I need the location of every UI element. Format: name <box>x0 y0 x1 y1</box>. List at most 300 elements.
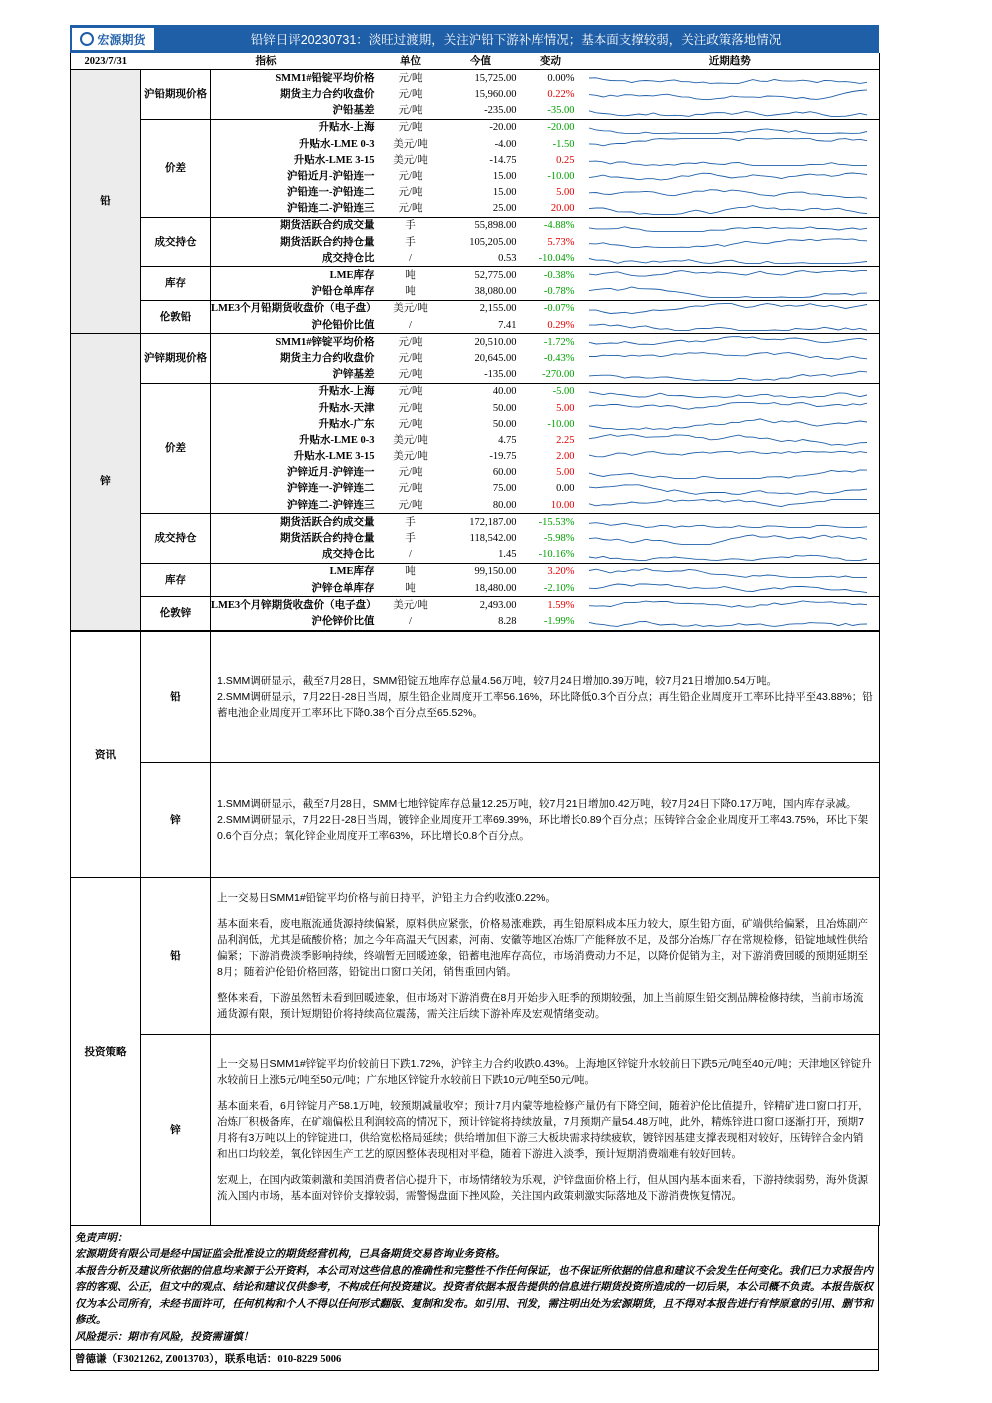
change-cell: -0.38% <box>543 270 575 282</box>
trend-sparkline <box>581 235 871 249</box>
change-cell: -5.00 <box>552 386 575 398</box>
indicator-name: 升贴水-广东 <box>318 418 375 430</box>
indicator-name: 期货主力合约收盘价 <box>280 352 375 364</box>
value-cell: 75.00 <box>492 483 517 495</box>
trend-sparkline <box>581 169 871 183</box>
trend-cell <box>581 234 880 250</box>
unit-cell: 吨 <box>405 566 416 578</box>
indicator-name: LME库存 <box>329 566 375 578</box>
news-zinc-text <box>211 762 880 877</box>
indicator-name: 成交持仓比 <box>211 250 381 267</box>
header-trend: 近期趋势 <box>581 53 880 70</box>
unit-cell: 吨 <box>381 580 441 597</box>
table-row <box>71 514 880 531</box>
change-cell: -10.00 <box>547 170 575 182</box>
trend-cell <box>581 201 880 218</box>
trend-sparkline <box>581 104 871 118</box>
trend-cell <box>581 497 880 514</box>
table-row <box>71 300 880 317</box>
trend-line <box>589 451 867 456</box>
trend-sparkline <box>581 186 871 200</box>
value-cell: 20,645.00 <box>474 352 517 364</box>
trend-line <box>589 161 867 165</box>
trend-line <box>589 324 867 330</box>
value-cell: 40.00 <box>492 386 517 398</box>
value-cell: -135.00 <box>441 367 521 384</box>
group-label: 价差 <box>141 383 211 514</box>
trend-line <box>589 353 867 360</box>
indicator-name: 沪伦铅价比值 <box>211 317 381 334</box>
trend-cell <box>581 334 880 351</box>
news-table <box>70 631 880 878</box>
table-row <box>71 70 880 87</box>
unit-cell: 元/吨 <box>398 187 423 199</box>
trend-cell <box>581 136 880 152</box>
strategy-table <box>70 878 880 1226</box>
trend-cell <box>581 383 880 400</box>
news-lead-label: 铅 <box>141 631 211 762</box>
indicator-name: 升贴水-LME 3-15 <box>293 154 375 166</box>
trend-sparkline <box>581 202 871 216</box>
news-zinc-row <box>71 762 880 877</box>
change-cell: -0.78% <box>521 284 581 301</box>
trend-sparkline <box>581 598 871 612</box>
indicator-name: LME库存 <box>329 270 375 282</box>
value-cell: 2,493.00 <box>479 599 517 611</box>
strategy-lead-text <box>211 878 880 1035</box>
unit-cell: 元/吨 <box>398 170 423 182</box>
indicator-name: LME3个月锌期货收盘价（电子盘） <box>211 599 377 611</box>
value-cell: 15.00 <box>492 170 517 182</box>
change-cell: -1.50 <box>552 138 575 150</box>
news-label: 资讯 <box>71 631 141 877</box>
trend-line <box>589 337 867 345</box>
table-row <box>71 597 880 614</box>
strategy-label: 投资策略 <box>71 878 141 1226</box>
unit-cell: 美元/吨 <box>393 451 428 463</box>
strategy-zinc-text <box>211 1034 880 1225</box>
change-cell: 0.00 <box>556 483 575 495</box>
news-lead-text <box>211 631 880 762</box>
unit-cell: 美元/吨 <box>393 599 428 611</box>
trend-cell <box>581 563 880 580</box>
indicator-name: SMM1#铅锭平均价格 <box>275 72 375 84</box>
change-cell: -10.00 <box>547 418 575 430</box>
change-cell: 2.25 <box>556 434 575 446</box>
strategy-lead-label: 铅 <box>141 878 211 1035</box>
change-cell: -4.88% <box>543 220 575 232</box>
trend-line <box>589 227 867 232</box>
value-cell: 105,205.00 <box>469 236 517 248</box>
trend-sparkline <box>581 71 871 85</box>
value-cell: 20,510.00 <box>474 336 517 348</box>
unit-cell: / <box>381 250 441 267</box>
report-page <box>70 25 879 1371</box>
value-cell: 118,542.00 <box>469 533 517 545</box>
unit-cell: 手 <box>405 516 416 528</box>
trend-cell <box>581 432 880 448</box>
change-cell: 5.00 <box>556 467 575 479</box>
value-cell: 4.75 <box>498 434 517 446</box>
strategy-lead-row <box>71 878 880 1035</box>
company-logo <box>72 28 154 50</box>
trend-line <box>589 622 867 627</box>
value-cell: 50.00 <box>492 418 517 430</box>
trend-sparkline <box>581 87 871 101</box>
value-cell: -19.75 <box>489 451 517 463</box>
unit-cell: 元/吨 <box>398 336 423 348</box>
group-label: 成交持仓 <box>141 514 211 564</box>
trend-line <box>589 568 867 577</box>
value-cell: -4.00 <box>494 138 517 150</box>
unit-cell: 手 <box>405 236 416 248</box>
strategy-lead-para-3: 整体来看，下游虽然暂未看到回暖迹象，但市场对下游消费在8月开始步入旺季的预期较强，加上当前原生铅交割品牌检修持续，当前市场流通货源有限，预计短期铅价将持续高位震荡，需关注后续下游补库及宏观情绪变动。 <box>217 991 864 1020</box>
trend-sparkline <box>581 318 871 332</box>
unit-cell: / <box>381 613 441 630</box>
metal-label: 铅 <box>71 70 141 334</box>
value-cell: 15,960.00 <box>474 88 517 100</box>
value-cell: 1.45 <box>441 547 521 564</box>
unit-cell: 元/吨 <box>381 367 441 384</box>
unit-cell: 元/吨 <box>398 122 423 134</box>
group-label: 成交持仓 <box>141 217 211 267</box>
header-unit: 单位 <box>381 53 441 70</box>
trend-cell <box>581 597 880 614</box>
trend-sparkline <box>581 368 871 382</box>
trend-line <box>589 139 867 146</box>
trend-cell <box>581 185 880 201</box>
value-cell: 8.28 <box>441 613 521 630</box>
trend-line <box>589 555 867 560</box>
logo-text: 宏源期货 <box>97 32 146 47</box>
trend-sparkline <box>581 219 871 233</box>
indicator-name: 升贴水-上海 <box>318 122 375 134</box>
metal-label: 锌 <box>71 334 141 630</box>
market-data-table <box>70 53 880 631</box>
trend-line <box>589 535 867 544</box>
trend-sparkline <box>581 498 871 512</box>
trend-cell <box>581 580 880 597</box>
trend-cell <box>581 416 880 432</box>
strategy-zinc-row <box>71 1034 880 1225</box>
trend-cell <box>581 613 880 630</box>
change-cell: -10.04% <box>521 250 581 267</box>
trend-line <box>589 470 867 478</box>
trend-cell <box>581 350 880 366</box>
change-cell: 5.73% <box>547 236 575 248</box>
indicator-name: 期货主力合约收盘价 <box>280 88 375 100</box>
value-cell: 172,187.00 <box>469 516 517 528</box>
value-cell: 25.00 <box>441 201 521 218</box>
unit-cell: 美元/吨 <box>393 138 428 150</box>
market-data-body <box>71 70 880 630</box>
value-cell: -235.00 <box>441 103 521 120</box>
trend-line <box>589 403 867 410</box>
trend-cell <box>581 119 880 136</box>
group-label: 价差 <box>141 119 211 217</box>
header-date: 2023/7/31 <box>71 53 141 70</box>
trend-line <box>589 371 867 380</box>
change-cell: -270.00 <box>521 367 581 384</box>
value-cell: 50.00 <box>492 402 517 414</box>
strategy-lead-para-1: 上一交易日SMM1#铅锭平均价格与前日持平，沪铅主力合约收涨0.22%。 <box>217 891 556 904</box>
value-cell: 99,150.00 <box>474 566 517 578</box>
trend-line <box>589 189 867 198</box>
table-row <box>71 383 880 400</box>
trend-sparkline <box>581 433 871 447</box>
unit-cell: 美元/吨 <box>393 303 428 315</box>
value-cell: 15.00 <box>492 187 517 199</box>
change-cell: 5.00 <box>556 187 575 199</box>
trend-line <box>589 584 867 593</box>
indicator-name: 沪铅基差 <box>211 103 381 120</box>
trend-cell <box>581 300 880 317</box>
unit-cell: 吨 <box>405 270 416 282</box>
trend-sparkline <box>581 335 871 349</box>
indicator-name: 期货活跃合约持仓量 <box>280 236 375 248</box>
logo-icon <box>80 32 94 46</box>
indicator-name: 沪铅连一-沪铅连二 <box>287 187 375 199</box>
change-cell: 1.59% <box>547 599 575 611</box>
trend-sparkline <box>581 532 871 546</box>
strategy-lead-para-2: 基本面来看，废电瓶流通货源持续偏紧，原料供应紧张，价格易涨难跌，再生铅原料成本压力较大，原生铅方面，矿端供给偏紧，且冶炼副产品利润低，尤其是硫酸价格；加之今年高温天气因素，河南、安徽等地区冶炼厂产能释放不足，及部分冶炼厂存在常规检修，铅锭地域性供给偏紧；下游消费淡季影响持续，终端暂无回暖迹象，铅蓄电池库存高位，市场消费动力不足，以降价促销为主，对下游消费回暖的预期延期至8月；随着沪伦铅价格回落，铅锭出口窗口关闭，销售重回内销。 <box>217 917 868 978</box>
unit-cell: 元/吨 <box>398 72 423 84</box>
value-cell: 18,480.00 <box>441 580 521 597</box>
indicator-name: 升贴水-LME 0-3 <box>298 434 375 446</box>
change-cell: 3.20% <box>547 566 575 578</box>
unit-cell: 元/吨 <box>398 352 423 364</box>
trend-sparkline <box>581 515 871 529</box>
report-header <box>70 25 879 53</box>
group-label: 伦敦锌 <box>141 597 211 630</box>
unit-cell: 元/吨 <box>398 88 423 100</box>
trend-sparkline <box>581 302 871 316</box>
indicator-name: 沪伦锌价比值 <box>211 613 381 630</box>
unit-cell: 元/吨 <box>398 402 423 414</box>
indicator-name: 沪锌仓单库存 <box>211 580 381 597</box>
indicator-name: 期货活跃合约成交量 <box>280 516 375 528</box>
change-cell: -0.43% <box>543 352 575 364</box>
table-row <box>71 119 880 136</box>
trend-line <box>589 601 867 607</box>
indicator-name: 升贴水-LME 3-15 <box>293 451 375 463</box>
value-cell: -14.75 <box>489 154 517 166</box>
unit-cell: 美元/吨 <box>393 154 428 166</box>
trend-cell <box>581 367 880 384</box>
change-cell: -1.72% <box>543 336 575 348</box>
value-cell: 52,775.00 <box>474 270 517 282</box>
unit-cell: 吨 <box>381 284 441 301</box>
trend-line <box>589 78 867 84</box>
disclaimer-line-2: 本报告分析及建议所依据的信息均来源于公开资料，本公司对这些信息的准确性和完整性不作任何保证，也不保证所依据的信息和建议不会发生任何变化。我们已力求报告内容的客观、公正，但文中的观点、结论和建议仅供参考，不构成任何投资建议。投资者依据本报告提供的信息进行期货投资所造成的一切后果，本公司概不负责。本报告版权仅为本公司所有，未经书面许可，任何机构和个人不得以任何形式翻版、复制和发布。如引用、刊发，需注明出处为宏源期货，且不得对本报告进行有悖原意的引用、删节和修改。 <box>75 1264 873 1327</box>
indicator-name: 沪锌近月-沪锌连一 <box>287 467 375 479</box>
trend-line <box>589 287 867 297</box>
header-value: 今值 <box>441 53 521 70</box>
unit-cell: 元/吨 <box>381 201 441 218</box>
group-label: 库存 <box>141 563 211 596</box>
value-cell: 55,898.00 <box>474 220 517 232</box>
table-row <box>71 563 880 580</box>
unit-cell: 元/吨 <box>398 386 423 398</box>
news-zinc-para: 1.SMM调研显示，截至7月28日，SMM七地锌锭库存总量12.25万吨，较7月21日增加0.42万吨，较7月24日下降0.17万吨，国内库存录减。 2.SMM调研显示，7月22日-28日当周，镀锌企业周度开工率69.39%，环比增长0.89个百分点；压铸锌合金企业周度开工率43.75%，环比下架0.6个百分点；氧化锌企业周度开工率63%，环比增长0.8个百分点。 <box>217 797 869 842</box>
unit-cell: 元/吨 <box>398 467 423 479</box>
trend-cell <box>581 465 880 481</box>
trend-sparkline <box>581 385 871 399</box>
change-cell: 0.25 <box>556 154 575 166</box>
trend-cell <box>581 400 880 416</box>
indicator-name: 沪锌基差 <box>211 367 381 384</box>
trend-cell <box>581 168 880 184</box>
group-label: 库存 <box>141 267 211 300</box>
strategy-zinc-label: 锌 <box>141 1034 211 1225</box>
indicator-name: 沪铅连二-沪铅连三 <box>211 201 381 218</box>
report-title: 铅锌日评20230731：淡旺过渡期，关注沪铅下游补库情况；基本面支撑较弱，关注政策落地情况 <box>250 33 782 47</box>
change-cell: -10.16% <box>521 547 581 564</box>
trend-line <box>589 173 867 180</box>
news-lead-row <box>71 631 880 762</box>
trend-line <box>589 500 867 507</box>
trend-line <box>589 435 867 446</box>
analyst-contact: 曾德谦（F3021262, Z0013703），联系电话：010-8229 5006 <box>70 1350 879 1371</box>
indicator-name: 沪锌连二-沪锌连三 <box>211 497 381 514</box>
value-cell: 0.53 <box>441 250 521 267</box>
trend-sparkline <box>581 417 871 431</box>
change-cell: -2.10% <box>521 580 581 597</box>
unit-cell: 美元/吨 <box>393 434 428 446</box>
trend-sparkline <box>581 251 871 265</box>
value-cell: 15,725.00 <box>474 72 517 84</box>
change-cell: -15.53% <box>538 516 575 528</box>
trend-sparkline <box>581 285 871 299</box>
disclaimer-title: 免责声明： <box>75 1231 128 1244</box>
trend-cell <box>581 514 880 531</box>
disclaimer-line-1: 宏源期货有限公司是经中国证监会批准设立的期货经营机构，已具备期货交易咨询业务资格。 <box>75 1248 506 1261</box>
group-label: 伦敦铅 <box>141 300 211 333</box>
trend-sparkline <box>581 137 871 151</box>
change-cell: 0.00% <box>547 72 575 84</box>
indicator-name: 沪铅近月-沪铅连一 <box>287 170 375 182</box>
change-cell: 5.00 <box>556 402 575 414</box>
indicator-name: SMM1#锌锭平均价格 <box>275 336 375 348</box>
value-cell: 60.00 <box>492 467 517 479</box>
trend-sparkline <box>581 450 871 464</box>
strategy-zinc-para-3: 宏观上，在国内政策刺激和美国消费者信心提升下，市场情绪较为乐观，沪锌盘面价格上行，但从国内基本面来看，下游持续弱势，海外货源流入国内市场，基本面对锌价支撑较弱，需警惕盘面下挫风险，关注国内政策刺激实际落地及下游消费恢复情况。 <box>217 1173 868 1202</box>
table-row <box>71 267 880 284</box>
news-zinc-label: 锌 <box>141 762 211 877</box>
trend-cell <box>581 250 880 267</box>
header-change: 变动 <box>521 53 581 70</box>
trend-cell <box>581 152 880 168</box>
value-cell: 7.41 <box>441 317 521 334</box>
news-lead-para: 1.SMM调研显示，截至7月28日，SMM铅锭五地库存总量4.56万吨，较7月24日增加0.39万吨，较7月21日增加0.54万吨。 2.SMM调研显示，7月22日-28日当周，原生铅企业周度开工率56.16%，环比降低0.3个百分点；再生铅企业周度开工率环比持平至43.88%；铅蓄电池企业周度开工率环比下降0.38个百分点至65.52%。 <box>217 674 873 719</box>
change-cell: 0.29% <box>521 317 581 334</box>
unit-cell: 手 <box>405 533 416 545</box>
trend-sparkline <box>581 565 871 579</box>
value-cell: 80.00 <box>441 497 521 514</box>
unit-cell: 元/吨 <box>398 483 423 495</box>
unit-cell: / <box>381 547 441 564</box>
disclaimer <box>70 1226 879 1351</box>
trend-cell <box>581 530 880 546</box>
indicator-name: 期货活跃合约成交量 <box>280 220 375 232</box>
indicator-name: 沪铅仓单库存 <box>211 284 381 301</box>
trend-line <box>589 485 867 495</box>
unit-cell: 元/吨 <box>381 103 441 120</box>
value-cell: 2,155.00 <box>479 303 517 315</box>
trend-cell <box>581 547 880 564</box>
trend-cell <box>581 481 880 497</box>
trend-line <box>589 419 867 430</box>
change-cell: -1.99% <box>521 613 581 630</box>
table-row <box>71 217 880 234</box>
change-cell: 0.22% <box>547 88 575 100</box>
change-cell: -35.00 <box>521 103 581 120</box>
change-cell: 20.00 <box>521 201 581 218</box>
trend-sparkline <box>581 121 871 135</box>
trend-line <box>589 110 867 116</box>
indicator-name: 升贴水-LME 0-3 <box>298 138 375 150</box>
trend-sparkline <box>581 581 871 595</box>
trend-line <box>589 270 867 276</box>
change-cell: -20.00 <box>547 122 575 134</box>
change-cell: 10.00 <box>521 497 581 514</box>
trend-cell <box>581 317 880 334</box>
trend-cell <box>581 284 880 301</box>
indicator-name: 成交持仓比 <box>211 547 381 564</box>
indicator-name: 沪锌连一-沪锌连二 <box>287 483 375 495</box>
trend-sparkline <box>581 482 871 496</box>
trend-line <box>589 259 867 264</box>
trend-sparkline <box>581 466 871 480</box>
strategy-zinc-para-1: 上一交易日SMM1#锌锭平均价较前日下跌1.72%，沪锌主力合约收跌0.43%。上海地区锌锭升水较前日下跌5元/吨至40元/吨；天津地区锌锭升水较前日上涨5元/吨至50元/吨；广东地区锌锭升水较前日下跌10元/吨至50元/吨。 <box>217 1057 872 1086</box>
indicator-name: 期货活跃合约持仓量 <box>280 533 375 545</box>
trend-sparkline <box>581 153 871 167</box>
trend-sparkline <box>581 401 871 415</box>
trend-line <box>589 392 867 398</box>
unit-cell: 手 <box>405 220 416 232</box>
unit-cell: 元/吨 <box>398 418 423 430</box>
strategy-zinc-para-2: 基本面来看，6月锌锭月产58.1万吨，较预期减量收窄；预计7月内蒙等地检修产量仍有下降空间，随着沪伦比值提升，锌精矿进口窗口打开，冶炼厂积极备库，在矿端偏松且利润较高的情况下，预计锌锭将持续放量，7月预期产量54.48万吨，此外，精炼锌进口窗口逐渐打开，预期7月将有3万吨以上的锌锭进口，供给宽松格局延续；供给增加但下游三大板块需求持续疲软，镀锌因基建支撑表现相对较好，压铸锌合金内销和出口均较差，氧化锌因生产工艺的原因整体表现相对平稳，随着下游进入淡季，预计短期消费端难有较好回转。 <box>217 1099 869 1160</box>
trend-cell <box>581 449 880 465</box>
indicator-name: 升贴水-上海 <box>318 386 375 398</box>
change-cell: -0.07% <box>543 303 575 315</box>
trend-sparkline <box>581 548 871 562</box>
trend-cell <box>581 217 880 234</box>
unit-cell: 元/吨 <box>381 497 441 514</box>
trend-cell <box>581 267 880 284</box>
unit-cell: / <box>381 317 441 334</box>
trend-line <box>589 523 867 528</box>
group-label: 沪铅期现价格 <box>141 70 211 120</box>
trend-line <box>589 205 867 214</box>
indicator-name: LME3个月铅期货收盘价（电子盘） <box>211 303 377 315</box>
header-indicator: 指标 <box>211 53 381 70</box>
trend-line <box>589 90 867 100</box>
trend-sparkline <box>581 614 871 628</box>
disclaimer-risk: 风险提示：期市有风险，投资需谨慎！ <box>75 1330 254 1343</box>
value-cell: -20.00 <box>489 122 517 134</box>
value-cell: 38,080.00 <box>441 284 521 301</box>
trend-cell <box>581 86 880 102</box>
trend-line <box>589 304 867 314</box>
trend-sparkline <box>581 269 871 283</box>
change-cell: 2.00 <box>556 451 575 463</box>
trend-sparkline <box>581 351 871 365</box>
trend-line <box>589 128 867 133</box>
change-cell: -5.98% <box>543 533 575 545</box>
table-header-row <box>71 53 880 70</box>
trend-cell <box>581 103 880 120</box>
